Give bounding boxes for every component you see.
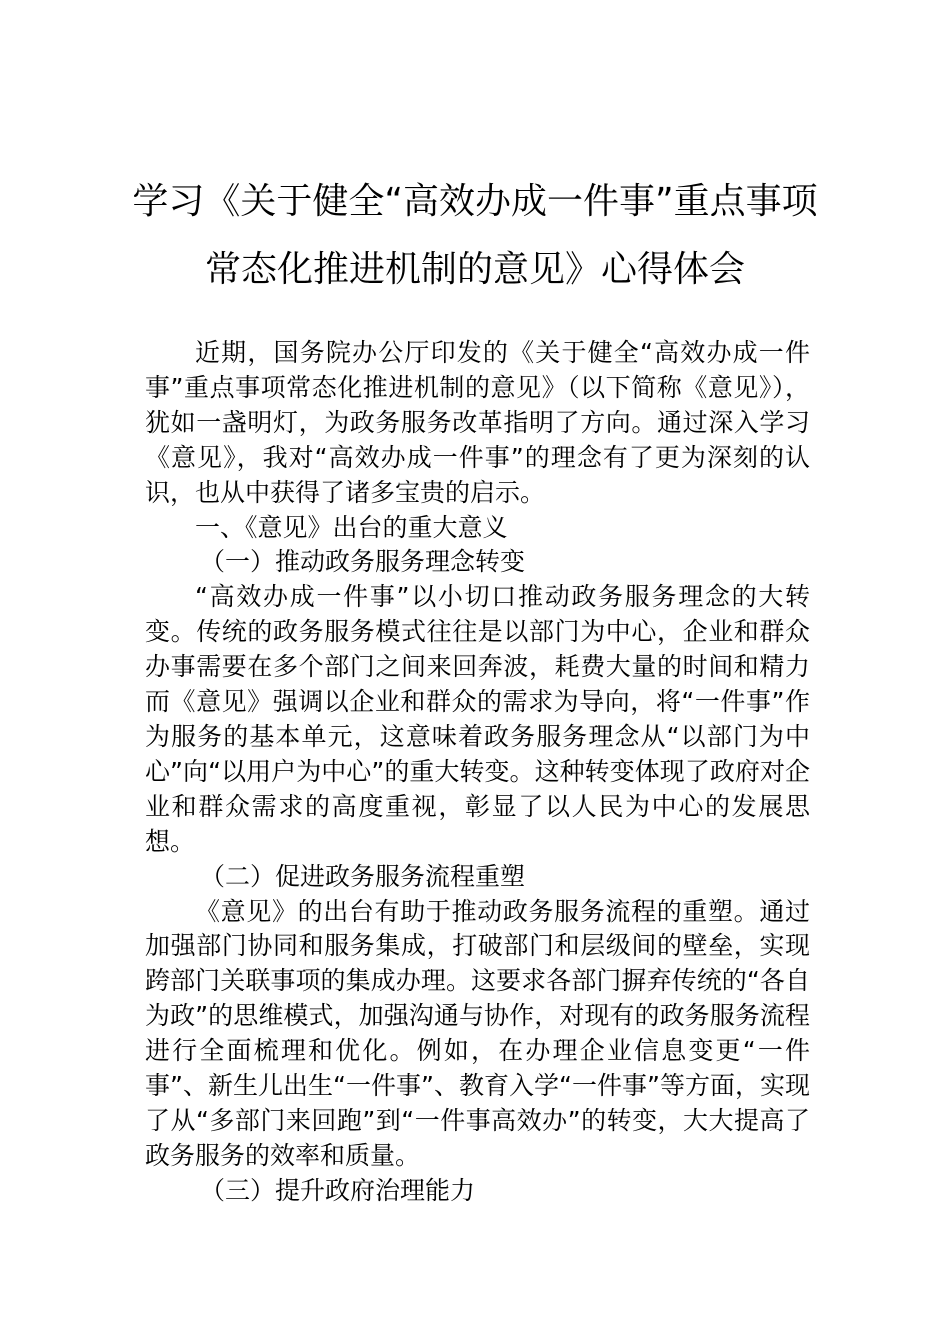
document-body — [145, 336, 810, 1209]
document-title-line-1: 学习《关于健全“高效办成一件事”重点事项 — [132, 181, 818, 222]
subsection-1-paragraph: “高效办成一件事”以小切口推动政务服务理念的大转变。传统的政务服务模式往往是以部门为中心，企业和群众办事需要在多个部门之间来回奔波，耗费大量的时间和精力而《意见》强调以企业和群众的需求为导向，将“一件事”作为服务的基本单元，这意味着政务服务理念从“以部门为中心”向“以用户为中心”的重大转变。这种转变体现了政府对企业和群众需求的高度重视，彰显了以人民为中心的发展思想。 — [145, 582, 810, 856]
intro-paragraph: 近期，国务院办公厅印发的《关于健全“高效办成一件事”重点事项常态化推进机制的意见》（以下简称《意见》），犹如一盏明灯，为政务服务改革指明了方向。通过深入学习《意见》，我对“高效办成一件事”的理念有了更为深刻的认识，也从中获得了诸多宝贵的启示。 — [145, 338, 810, 507]
section-heading-1: 一、《意见》出台的重大意义 — [195, 512, 508, 542]
subsection-heading-1: （一）推动政务服务理念转变 — [200, 547, 526, 577]
document-title-line-2: 常态化推进机制的意见》心得体会 — [204, 249, 745, 290]
subsection-heading-3: （三）提升政府治理能力 — [200, 1175, 476, 1205]
subsection-2-paragraph: 《意见》的出台有助于推动政务服务流程的重塑。通过加强部门协同和服务集成，打破部门和层级间的壁垒，实现跨部门关联事项的集成办理。这要求各部门摒弃传统的“各自为政”的思维模式，加强沟通与协作，对现有的政务服务流程进行全面梳理和优化。例如，在办理企业信息变更“一件事”、新生儿出生“一件事”、教育入学“一件事”等方面，实现了从“多部门来回跑”到“一件事高效办”的转变，大大提高了政务服务的效率和质量。 — [145, 896, 810, 1170]
subsection-heading-2: （二）促进政务服务流程重塑 — [200, 861, 526, 891]
